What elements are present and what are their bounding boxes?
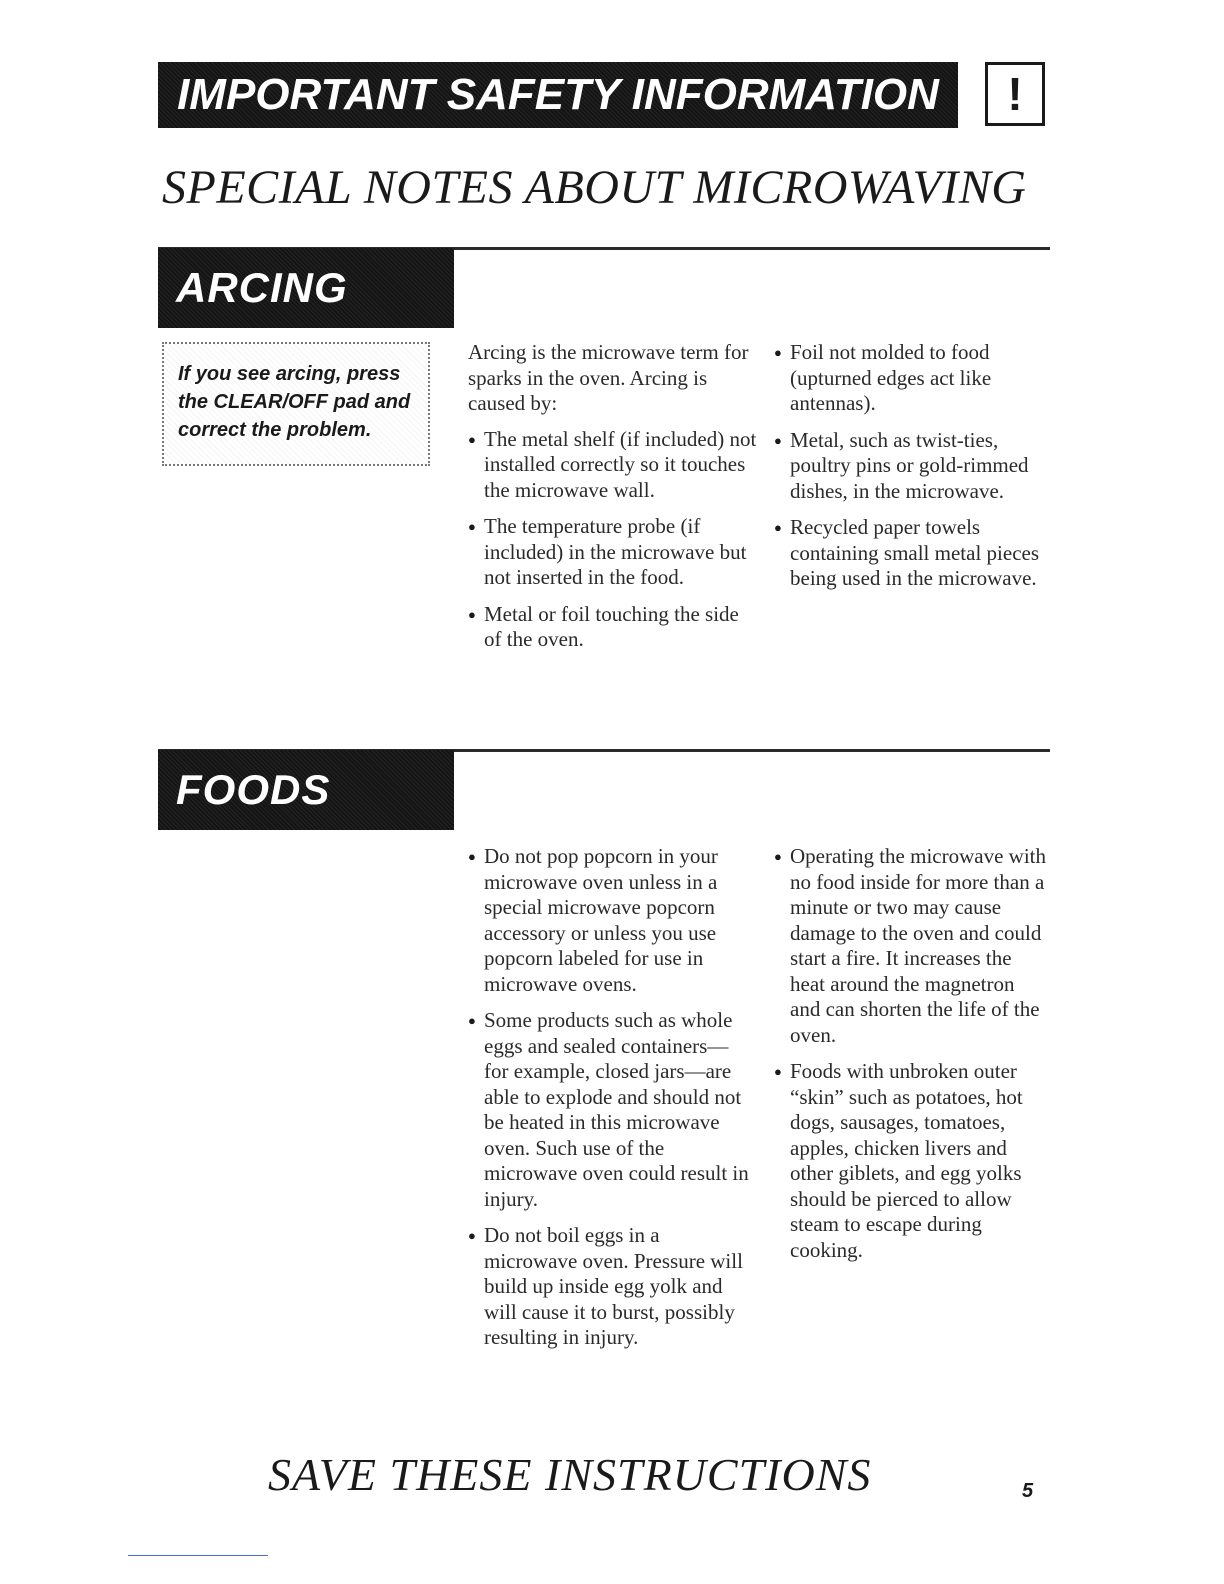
section-heading-arcing (158, 248, 454, 328)
list-item: ● Foil not molded to food (upturned edges act like antennas). (774, 340, 1044, 417)
warning-icon: ! (985, 62, 1045, 126)
foods-list-1 (468, 844, 750, 1351)
list-item: ● The temperature probe (if included) in the microwave but not inserted in the food. (468, 514, 758, 591)
foods-list-2 (774, 844, 1046, 1263)
list-item: ● Recycled paper towels containing small metal pieces being used in the microwave. (774, 515, 1044, 592)
list-item: ● Metal, such as twist-ties, poultry pins or gold-rimmed dishes, in the microwave. (774, 428, 1044, 505)
page-subtitle: SPECIAL NOTES ABOUT MICROWAVING (162, 161, 1027, 214)
foods-column-1 (468, 844, 750, 1362)
list-item: ● The metal shelf (if included) not installed correctly so it touches the microwave wall. (468, 427, 758, 504)
list-item: ● Operating the microwave with no food inside for more than a minute or two may cause damage to the oven and could start a fire. It increases the heat around the magnetron and can shorten the life of the oven. (774, 844, 1046, 1048)
arcing-column-2 (774, 340, 1044, 603)
section-heading-foods (158, 750, 454, 830)
arcing-intro: Arcing is the microwave term for sparks in the oven. Arcing is caused by: (468, 340, 749, 415)
safety-banner (158, 62, 958, 128)
section-title-arcing: ARCING (176, 264, 348, 311)
list-item: ● Do not pop popcorn in your microwave oven unless in a special microwave popcorn accessory or unless you use popcorn labeled for use in microwave ovens. (468, 844, 750, 997)
list-item: ● Foods with unbroken outer “skin” such as potatoes, hot dogs, sausages, tomatoes, apples, chicken livers and other giblets, and egg yolks should be pierced to allow steam to escape during cooking. (774, 1059, 1046, 1263)
arcing-column-1 (468, 340, 758, 664)
arcing-list-1 (468, 427, 758, 653)
save-instructions-footer: SAVE THESE INSTRUCTIONS (268, 1449, 872, 1500)
section-title-foods: FOODS (176, 766, 331, 813)
banner-title: IMPORTANT SAFETY INFORMATION (177, 70, 939, 119)
list-item: ● Some products such as whole eggs and sealed containers—for example, closed jars—are able to explode and should not be heated in this microwave oven. Such use of the microwave oven could result in injury. (468, 1008, 750, 1212)
arcing-callout: If you see arcing, press the CLEAR/OFF pad and correct the problem. (162, 342, 430, 466)
list-item: ● Do not boil eggs in a microwave oven. Pressure will build up inside egg yolk and will cause it to burst, possibly resulting in injury. (468, 1223, 750, 1351)
page-number: 5 (1022, 1480, 1034, 1502)
arcing-list-2 (774, 340, 1044, 592)
footnote-divider (128, 1555, 268, 1556)
list-item: ● Metal or foil touching the side of the oven. (468, 602, 758, 653)
foods-column-2 (774, 844, 1046, 1274)
